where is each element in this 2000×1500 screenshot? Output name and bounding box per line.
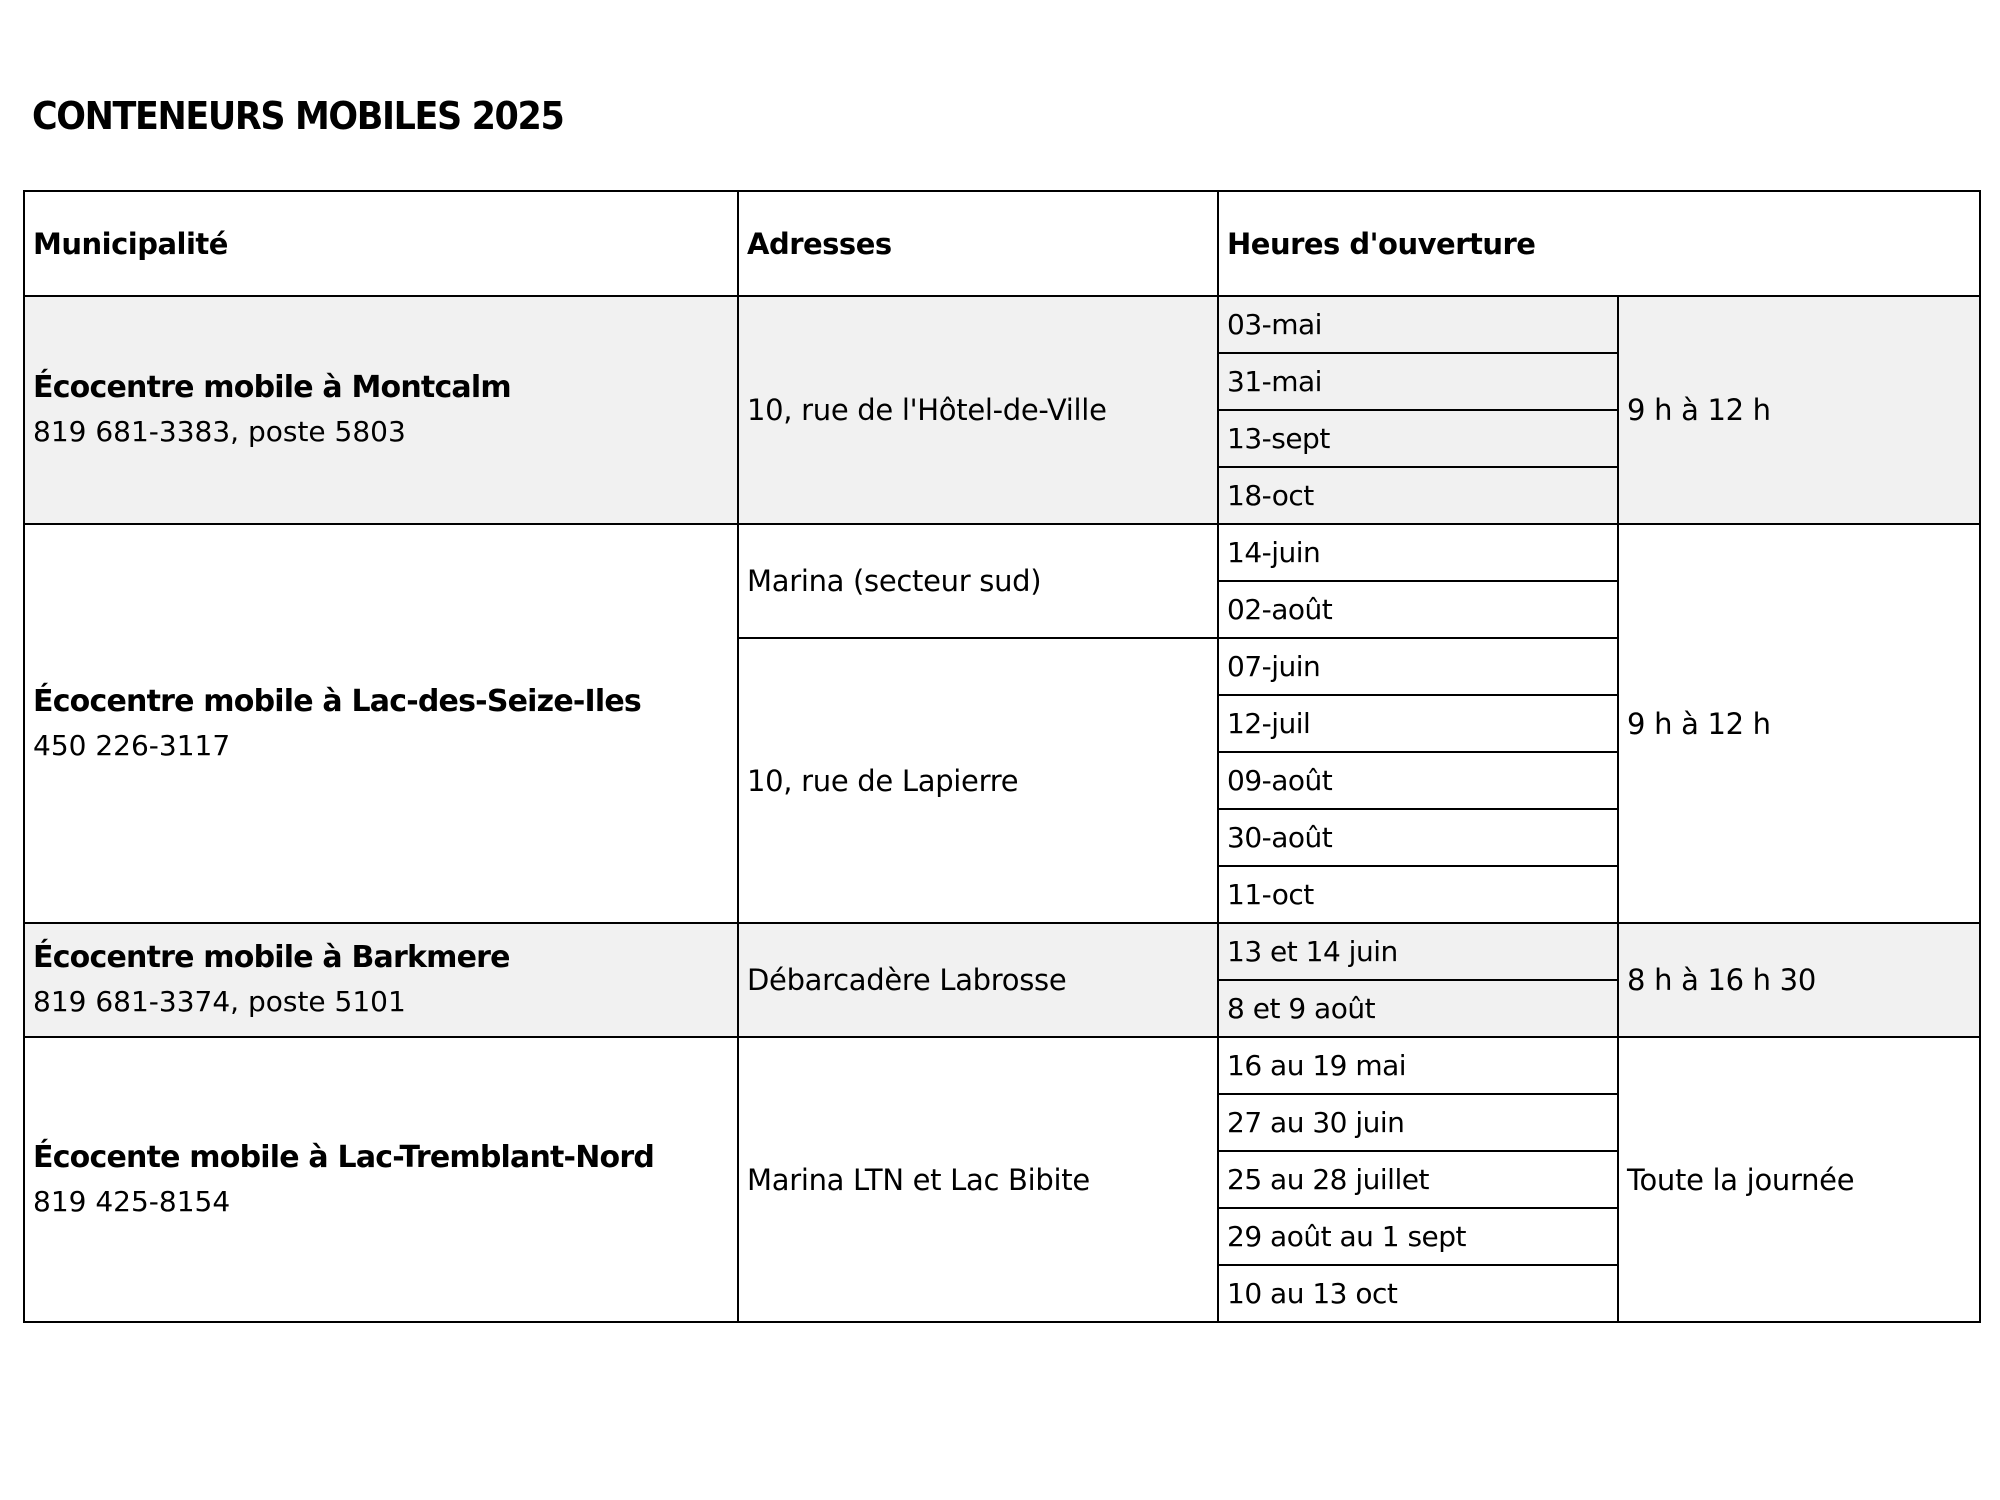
date-cell: 27 au 30 juin [1218,1094,1618,1151]
date-cell: 31-mai [1218,353,1618,410]
date-cell: 11-oct [1218,866,1618,923]
municipality-phone: 450 226-3117 [33,728,231,762]
date-cell: 07-juin [1218,638,1618,695]
header-municipality: Municipalité [24,191,738,296]
header-hours: Heures d'ouverture [1218,191,1980,296]
date-cell: 16 au 19 mai [1218,1037,1618,1094]
municipality-cell [24,923,738,1037]
table-row [24,923,1980,980]
date-cell: 29 août au 1 sept [1218,1208,1618,1265]
date-cell: 13-sept [1218,410,1618,467]
date-cell: 09-août [1218,752,1618,809]
date-cell: 03-mai [1218,296,1618,353]
date-cell: 10 au 13 oct [1218,1265,1618,1322]
municipality-name: Écocentre mobile à Barkmere [33,940,510,975]
municipality-phone: 819 681-3374, poste 5101 [33,985,406,1018]
table-row [24,296,1980,353]
schedule-body [24,296,1980,1322]
address-cell: Marina LTN et Lac Bibite [738,1037,1218,1322]
municipality-phone: 819 425-8154 [33,1184,231,1218]
hours-cell: 9 h à 12 h [1618,296,1980,524]
address-cell: 10, rue de l'Hôtel-de-Ville [738,296,1218,524]
page-title: CONTENEURS MOBILES 2025 [32,94,564,138]
date-cell: 02-août [1218,581,1618,638]
address-cell: Marina (secteur sud) [738,524,1218,638]
hours-cell: 8 h à 16 h 30 [1618,923,1980,1037]
municipality-cell [24,524,738,923]
hours-cell: Toute la journée [1618,1037,1980,1322]
date-cell: 12-juil [1218,695,1618,752]
municipality-phone: 819 681-3383, poste 5803 [33,415,406,448]
municipality-name: Écocentre mobile à Montcalm [33,370,511,405]
address-cell: Débarcadère Labrosse [738,923,1218,1037]
table-row [24,1037,1980,1094]
hours-cell: 9 h à 12 h [1618,524,1980,923]
date-cell: 8 et 9 août [1218,980,1618,1037]
schedule-table [23,190,1981,1323]
municipality-cell [24,296,738,524]
date-cell: 30-août [1218,809,1618,866]
header-address: Adresses [738,191,1218,296]
municipality-name: Écocentre mobile à Lac-des-Seize-Iles [33,683,641,719]
table-row [24,524,1980,581]
date-cell: 18-oct [1218,467,1618,524]
header-row [24,191,1980,296]
address-cell: 10, rue de Lapierre [738,638,1218,923]
date-cell: 14-juin [1218,524,1618,581]
municipality-name: Écocente mobile à Lac-Tremblant-Nord [33,1139,654,1175]
date-cell: 13 et 14 juin [1218,923,1618,980]
municipality-cell [24,1037,738,1322]
date-cell: 25 au 28 juillet [1218,1151,1618,1208]
